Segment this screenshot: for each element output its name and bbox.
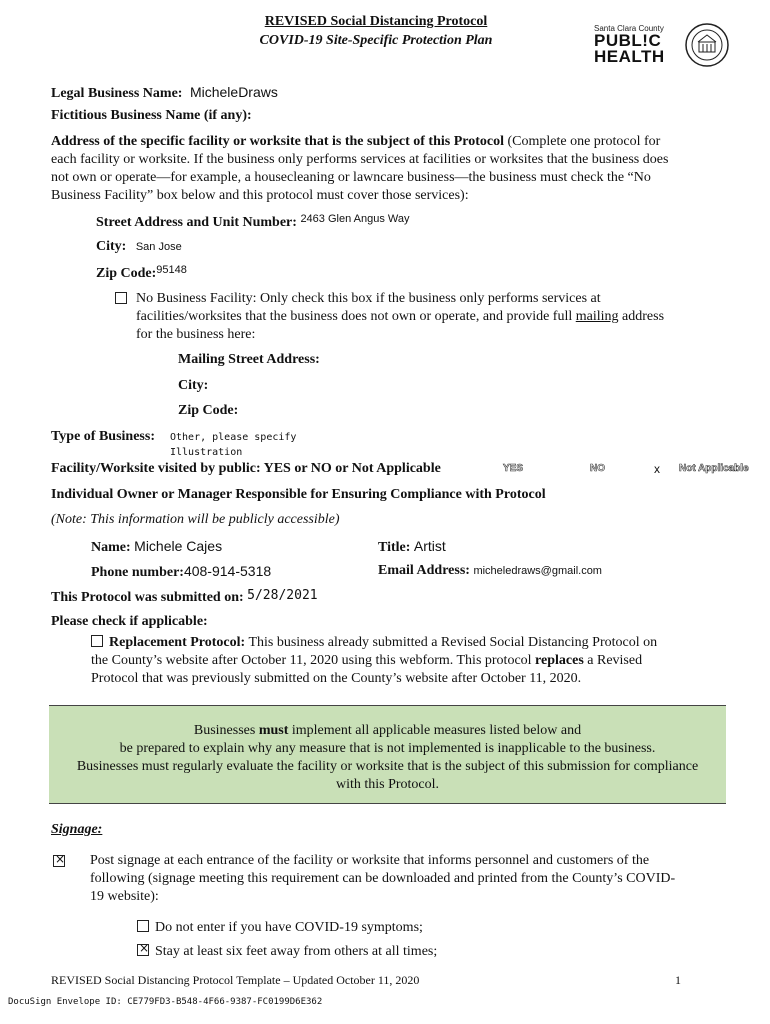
signage-line-3: 19 website): <box>90 889 159 904</box>
replacement-checkbox[interactable] <box>91 635 103 647</box>
replacement-line-3: Protocol that was previously submitted on the County’s website after October 11, 2020. <box>91 671 582 686</box>
banner-line-4: with this Protocol. <box>335 777 440 792</box>
address-heading: Address of the specific facility or worksite that is the subject of this Protocol <box>51 134 504 149</box>
submitted-row <box>51 588 318 606</box>
distance-text: Stay at least six feet away from others at all times; <box>155 944 438 959</box>
signage-sub-2 <box>137 944 437 960</box>
submitted-value[interactable]: 5/28/2021 <box>247 588 318 603</box>
mailing-city-label: City: <box>178 378 209 393</box>
email-value[interactable]: micheledraws@gmail.com <box>473 565 602 577</box>
email-row <box>378 563 602 579</box>
replacement-line-1: This business already submitted a Revised Social Distancing Protocol on <box>245 635 658 650</box>
not-applicable-option[interactable]: Not Applicable <box>679 463 749 474</box>
type-of-business-value[interactable] <box>170 430 296 460</box>
signage-line-2: following (signage meeting this requirement can be downloaded and printed from the County’s COVID- <box>90 871 676 886</box>
name-value[interactable]: Michele Cajes <box>134 538 223 554</box>
no-business-line-2b: address <box>618 309 665 324</box>
logo-public-text: PUBL!C <box>594 31 662 50</box>
no-business-line-3: for the business here: <box>136 327 256 342</box>
docusign-envelope-id: DocuSign Envelope ID: CE779FD3-B548-4F66-9387-FC0199D6E362 <box>8 997 323 1007</box>
city-value[interactable]: San Jose <box>135 241 182 253</box>
type-value-line-2: Illustration <box>170 447 243 458</box>
no-business-line-1: No Business Facility: Only check this box if the business only performs services at <box>136 291 601 306</box>
name-label: Name: <box>91 540 131 555</box>
footer-template-text: REVISED Social Distancing Protocol Template – Updated October 11, 2020 <box>51 973 420 987</box>
fictitious-name-label: Fictitious Business Name (if any): <box>51 108 252 123</box>
title-label: Title: <box>378 540 411 555</box>
zip-label: Zip Code: <box>96 266 157 281</box>
signage-checkbox[interactable] <box>53 855 65 871</box>
check-applicable-heading: Please check if applicable: <box>51 614 208 629</box>
banner-line-1b: implement all applicable measures listed below and <box>288 723 582 738</box>
submitted-label: This Protocol was submitted on: <box>51 590 244 605</box>
email-label: Email Address: <box>378 563 470 578</box>
owner-heading: Individual Owner or Manager Responsible for Ensuring Compliance with Protocol <box>51 487 546 502</box>
zip-value[interactable]: 95148 <box>156 264 187 276</box>
page-number: 1 <box>675 973 681 987</box>
city-row <box>96 239 182 255</box>
street-row <box>96 213 410 231</box>
name-row <box>91 538 222 556</box>
replacement-label: Replacement Protocol: <box>109 635 246 650</box>
distance-checkbox[interactable] <box>137 944 149 956</box>
title-row <box>378 538 446 556</box>
compliance-banner <box>49 705 726 804</box>
signage-line-1: Post signage at each entrance of the facility or worksite that informs personnel and customers of the <box>90 853 650 868</box>
banner-line-2: be prepared to explain why any measure that is not implemented is inapplicable to the business. <box>119 741 656 756</box>
symptoms-checkbox[interactable] <box>137 920 149 932</box>
address-text-4: Business Facility” box below and this protocol must cover those services): <box>51 188 469 203</box>
replacement-line-2b: a Revised <box>583 653 643 668</box>
banner-line-3: Businesses must regularly evaluate the facility or worksite that is the subject of this submission for compliance <box>76 759 699 774</box>
legal-name-value[interactable]: MicheleDraws <box>189 84 278 100</box>
signage-heading: Signage: <box>51 822 103 837</box>
phone-label: Phone number: <box>91 565 184 580</box>
phone-row <box>91 563 271 581</box>
phone-value[interactable]: 408-914-5318 <box>183 563 272 579</box>
city-label: City: <box>96 239 127 254</box>
banner-line-1a: Businesses <box>193 723 259 738</box>
type-value-line-1: Other, please specify <box>170 432 297 443</box>
no-business-line-2: facilities/worksites that the business does not own or operate, and provide full <box>136 309 576 324</box>
mailing-street-label: Mailing Street Address: <box>178 352 320 367</box>
logo-health-text: HEALTH <box>594 47 665 66</box>
address-text-2: each facility or worksite. If the business only performs services at facilities or worksites that the business does <box>51 152 669 167</box>
visited-by-public-label: Facility/Worksite visited by public: YES or NO or Not Applicable <box>51 461 441 476</box>
not-applicable-mark[interactable]: x <box>654 462 660 476</box>
title-value[interactable]: Artist <box>413 538 446 554</box>
replaces-bold: replaces <box>535 653 584 668</box>
address-text-1: (Complete one protocol for <box>504 134 661 149</box>
address-instructions <box>51 133 741 205</box>
signage-sub-1 <box>137 920 423 936</box>
legal-name-row <box>51 84 278 102</box>
address-text-3: not own or operate—for example, a housecleaning or lawncare business—the business must check the “No <box>51 170 651 185</box>
county-seal-icon <box>684 22 730 68</box>
mailing-zip-label: Zip Code: <box>178 403 239 418</box>
zip-row <box>96 264 187 282</box>
yes-option[interactable]: YES <box>503 463 524 474</box>
street-value[interactable]: 2463 Glen Angus Way <box>300 213 410 225</box>
replacement-protocol-text <box>91 634 721 688</box>
mailing-underline: mailing <box>575 309 619 324</box>
no-business-checkbox[interactable] <box>115 292 127 308</box>
banner-must: must <box>258 723 289 738</box>
public-health-logo <box>594 24 672 70</box>
document-subtitle: COVID-19 Site-Specific Protection Plan <box>259 33 493 48</box>
logo-county-text: Santa Clara County <box>594 24 664 33</box>
signage-text <box>90 852 730 906</box>
no-option[interactable]: NO <box>590 463 605 474</box>
public-note: (Note: This information will be publicly accessible) <box>51 512 340 527</box>
document-title: REVISED Social Distancing Protocol <box>264 14 488 29</box>
type-of-business-label: Type of Business: <box>51 429 155 444</box>
symptoms-text: Do not enter if you have COVID-19 symptoms; <box>155 920 423 935</box>
legal-name-label: Legal Business Name: <box>51 86 183 101</box>
no-business-text <box>136 290 736 344</box>
street-label: Street Address and Unit Number: <box>96 215 297 230</box>
replacement-line-2: the County’s website after October 11, 2020 using this webform. This protocol <box>91 653 536 668</box>
